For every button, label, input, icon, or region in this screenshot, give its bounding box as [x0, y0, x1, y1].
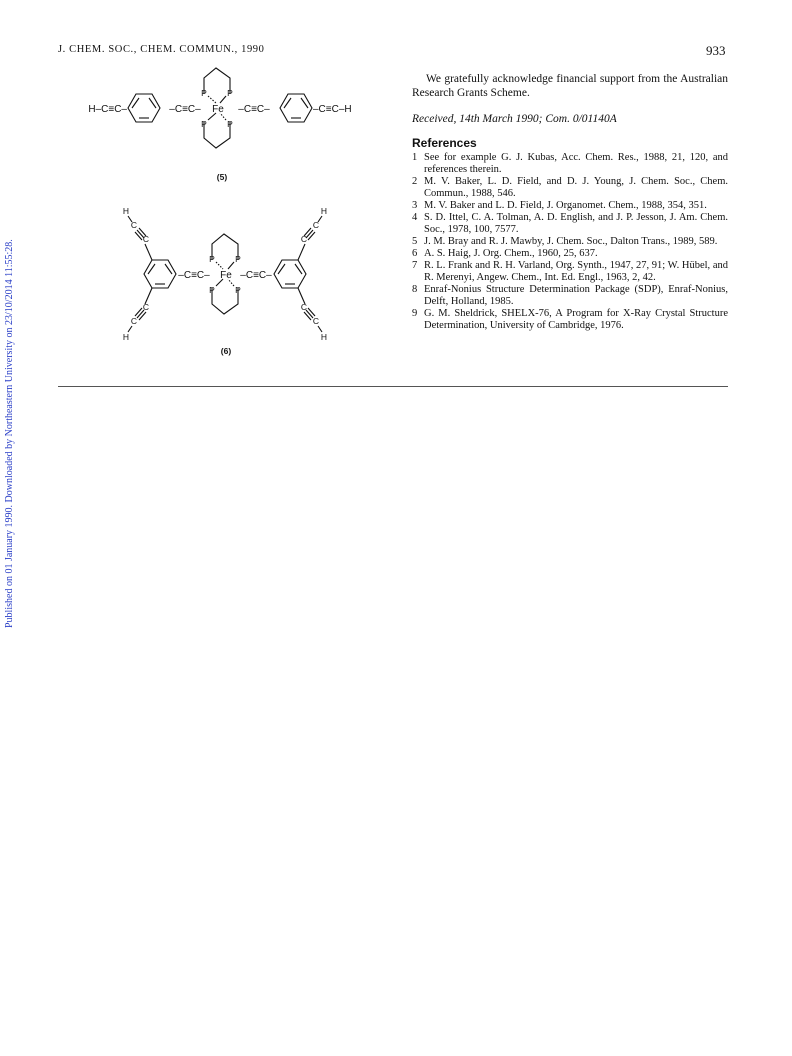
s6-carbon-label: C — [300, 234, 308, 244]
reference-text: G. M. Sheldrick, SHELX-76, A Program for X-Ray Crystal Structure Determination, University of Cambridge, 1976. — [424, 308, 728, 331]
s5-phosphorus-label: P — [227, 88, 233, 98]
references-heading: References — [412, 136, 477, 150]
download-watermark: Published on 01 January 1990. Downloaded by Northeastern University on 23/10/2014 11:55:28. — [4, 239, 15, 628]
reference-text: M. V. Baker and L. D. Field, J. Organomet. Chem., 1988, 354, 351. — [424, 200, 707, 211]
reference-item — [412, 176, 728, 200]
references-list — [412, 152, 728, 332]
s6-carbon-label: C — [142, 234, 150, 244]
reference-item — [412, 236, 728, 248]
reference-item — [412, 200, 728, 212]
s5-left-acetylide: –C≡C– — [169, 104, 201, 115]
reference-text: R. L. Frank and R. H. Varland, Org. Synth., 1947, 27, 91; W. Hübel, and R. Merenyi, Angew. Chem., Int. Ed. Engl., 1963, 2, 42. — [424, 260, 728, 283]
s6-iron-center: Fe — [220, 270, 232, 281]
s6-carbon-label: C — [300, 302, 308, 312]
s5-right-acetylide: –C≡C– — [238, 104, 270, 115]
reference-item — [412, 248, 728, 260]
reference-number: 9 — [412, 308, 418, 319]
s6-phosphorus-label: P — [209, 285, 215, 295]
reference-number: 5 — [412, 236, 418, 247]
s6-phosphorus-label: P — [235, 285, 241, 295]
reference-text: J. M. Bray and R. J. Mawby, J. Chem. Soc., Dalton Trans., 1989, 589. — [424, 236, 718, 247]
reference-number: 7 — [412, 260, 418, 271]
received-date-line: Received, 14th March 1990; Com. 0/01140A — [412, 113, 617, 125]
s6-carbon-label: C — [312, 220, 320, 230]
s6-phosphorus-label: P — [235, 254, 241, 264]
acknowledgement-paragraph: We gratefully acknowledge financial support from the Australian Research Grants Scheme. — [412, 73, 728, 99]
s5-phosphorus-label: P — [201, 88, 207, 98]
compound-label-5: (5) — [216, 172, 228, 182]
reference-text: M. V. Baker, L. D. Field, and D. J. Young, J. Chem. Soc., Chem. Commun., 1988, 546. — [424, 176, 728, 199]
reference-number: 6 — [412, 248, 418, 259]
section-divider — [58, 386, 728, 387]
s6-hydrogen-label: H — [122, 332, 130, 342]
reference-text: See for example G. J. Kubas, Acc. Chem. Res., 1988, 21, 120, and references therein. — [424, 152, 728, 175]
page-number: 933 — [706, 43, 726, 58]
chemical-structures-figure — [80, 58, 380, 358]
s6-carbon-label: C — [142, 302, 150, 312]
reference-number: 4 — [412, 212, 418, 223]
reference-number: 2 — [412, 176, 418, 187]
reference-number: 8 — [412, 284, 418, 295]
reference-text: S. D. Ittel, C. A. Tolman, A. D. English, and J. P. Jesson, J. Am. Chem. Soc., 1978, 100, 7577. — [424, 212, 728, 235]
s6-left-acetylide: –C≡C– — [178, 270, 210, 281]
s6-hydrogen-label: H — [320, 206, 328, 216]
s6-carbon-label: C — [312, 316, 320, 326]
s5-iron-center: Fe — [212, 104, 224, 115]
reference-text: Enraf-Nonius Structure Determination Package (SDP), Enraf-Nonius, Delft, Holland, 1985. — [424, 284, 728, 307]
s5-left-terminal-alkyne: H–C≡C– — [88, 104, 127, 115]
right-column — [412, 72, 728, 332]
s6-phosphorus-label: P — [209, 254, 215, 264]
reference-item — [412, 212, 728, 236]
s6-carbon-label: C — [130, 220, 138, 230]
s6-carbon-label: C — [130, 316, 138, 326]
s5-phosphorus-label: P — [227, 119, 233, 129]
s6-hydrogen-label: H — [122, 206, 130, 216]
reference-number: 1 — [412, 152, 418, 163]
s5-right-terminal-alkyne: –C≡C–H — [313, 104, 352, 115]
s6-right-acetylide: –C≡C– — [240, 270, 272, 281]
reference-item — [412, 308, 728, 332]
reference-item — [412, 284, 728, 308]
reference-item — [412, 152, 728, 176]
reference-text: A. S. Haig, J. Org. Chem., 1960, 25, 637. — [424, 248, 598, 259]
s5-phosphorus-label: P — [201, 119, 207, 129]
reference-number: 3 — [412, 200, 418, 211]
s6-hydrogen-label: H — [320, 332, 328, 342]
reference-item — [412, 260, 728, 284]
compound-label-6: (6) — [220, 346, 232, 356]
running-title: J. CHEM. SOC., CHEM. COMMUN., 1990 — [58, 44, 265, 55]
